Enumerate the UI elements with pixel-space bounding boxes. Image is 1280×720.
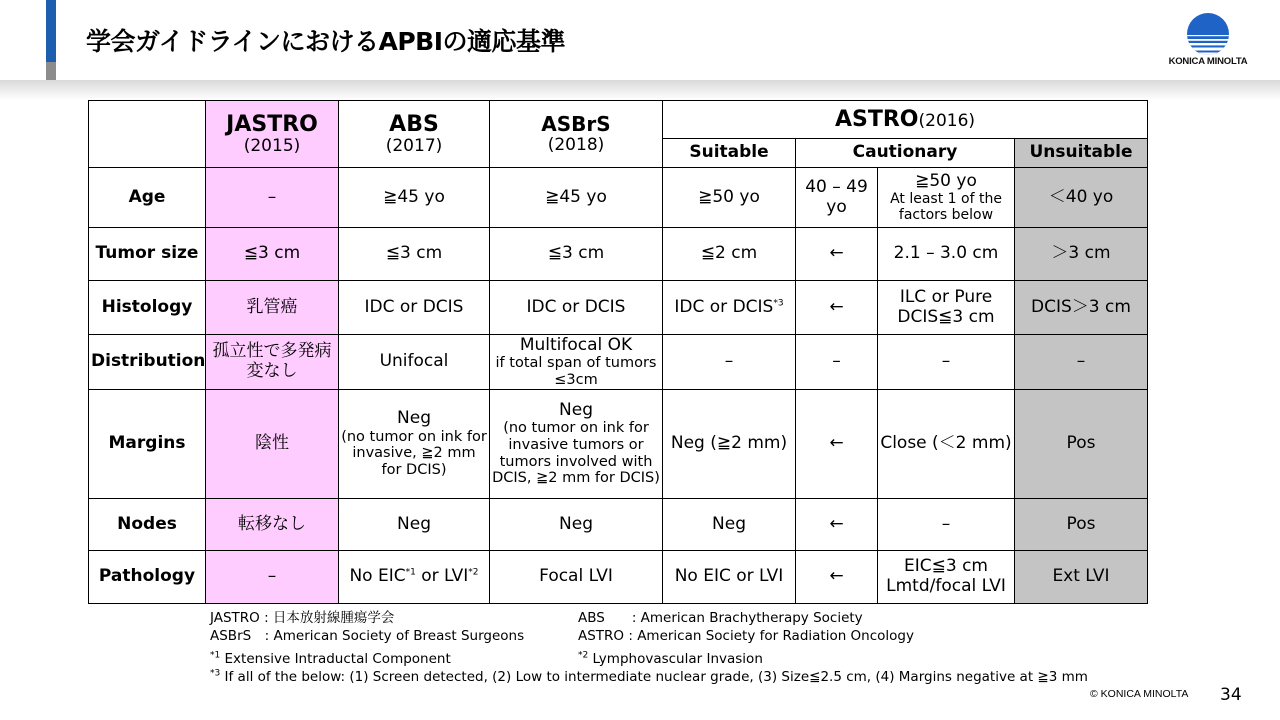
row-label: Pathology bbox=[89, 551, 206, 604]
header-abs bbox=[339, 101, 490, 168]
row-label: Age bbox=[89, 168, 206, 228]
table-row bbox=[89, 551, 1148, 604]
cell-main-text: ≧50 yo bbox=[915, 170, 977, 191]
cell-suitable: Neg (≧2 mm) bbox=[663, 390, 796, 499]
cell-jastro: 転移なし bbox=[206, 499, 339, 551]
cell-asbrs: Neg bbox=[490, 499, 663, 551]
cell-jastro: – bbox=[206, 168, 339, 228]
cell-cautionary-1: ← bbox=[796, 499, 878, 551]
footnote-mark: *1 bbox=[405, 567, 416, 578]
cell-suitable: – bbox=[663, 335, 796, 390]
cell-text: IDC or DCIS bbox=[674, 296, 774, 317]
row-label: Histology bbox=[89, 281, 206, 335]
cell-cautionary-1: ← bbox=[796, 281, 878, 335]
header-astro-name: ASTRO bbox=[834, 106, 919, 132]
accent-bar bbox=[46, 0, 56, 62]
cell-cautionary-1: – bbox=[796, 335, 878, 390]
cell-asbrs bbox=[490, 390, 663, 499]
cell-text: No EIC bbox=[349, 566, 406, 587]
row-label: Distribution bbox=[89, 335, 206, 390]
cell-sub-text: At least 1 of the factors below bbox=[890, 191, 1002, 224]
cell-abs: Unifocal bbox=[339, 335, 490, 390]
cell-cautionary-2: ILC or Pure DCIS≦3 cm bbox=[878, 281, 1015, 335]
cell-sub-text: (no tumor on ink for invasive, ≧2 mm for DCIS) bbox=[341, 428, 487, 479]
cell-cautionary-1: 40 – 49 yo bbox=[796, 168, 878, 228]
cell-jastro: 乳管癌 bbox=[206, 281, 339, 335]
footnote-jastro: JASTRO : 日本放射線腫瘍学会 bbox=[210, 610, 395, 626]
cell-unsuitable: – bbox=[1015, 335, 1148, 390]
cell-abs: IDC or DCIS bbox=[339, 281, 490, 335]
footnote-mark: *2 bbox=[468, 567, 479, 578]
cell-asbrs: ≦3 cm bbox=[490, 228, 663, 281]
cell-jastro: 孤立性で多発病変なし bbox=[206, 335, 339, 390]
cell-unsuitable: Pos bbox=[1015, 390, 1148, 499]
header-asbrs bbox=[490, 101, 663, 168]
footnote-mark: *3 bbox=[773, 298, 784, 309]
cell-suitable bbox=[663, 281, 796, 335]
cell-cautionary-2: EIC≦3 cm Lmtd/focal LVI bbox=[878, 551, 1015, 604]
cell-sub-text: (no tumor on ink for invasive tumors or tumors involved with DCIS, ≧2 mm for DCIS) bbox=[492, 420, 660, 487]
cell-text: or LVI bbox=[415, 566, 469, 587]
cell-suitable: ≦2 cm bbox=[663, 228, 796, 281]
cell-jastro: ≦3 cm bbox=[206, 228, 339, 281]
cell-asbrs: Focal LVI bbox=[490, 551, 663, 604]
cell-asbrs bbox=[490, 335, 663, 390]
header-row bbox=[89, 101, 1148, 139]
page-number: 34 bbox=[1220, 685, 1242, 705]
header-cautionary: Cautionary bbox=[796, 139, 1015, 168]
footnote-2 bbox=[578, 650, 763, 668]
cell-jastro: 陰性 bbox=[206, 390, 339, 499]
table-row bbox=[89, 499, 1148, 551]
cell-suitable: ≧50 yo bbox=[663, 168, 796, 228]
copyright: © KONICA MINOLTA bbox=[1090, 688, 1189, 700]
header-corner-cell bbox=[89, 101, 206, 168]
cell-cautionary-1: ← bbox=[796, 551, 878, 604]
footnote-mark: *1 bbox=[210, 650, 221, 661]
header-unsuitable: Unsuitable bbox=[1015, 139, 1148, 168]
cell-cautionary-2: – bbox=[878, 335, 1015, 390]
cell-asbrs: IDC or DCIS bbox=[490, 281, 663, 335]
cell-main-text: Multifocal OK bbox=[519, 334, 633, 355]
cell-cautionary-2 bbox=[878, 168, 1015, 228]
table-row bbox=[89, 335, 1148, 390]
cell-unsuitable: Ext LVI bbox=[1015, 551, 1148, 604]
cell-abs: Neg bbox=[339, 499, 490, 551]
header-jastro-name: JASTRO bbox=[226, 111, 318, 137]
cell-abs: ≧45 yo bbox=[339, 168, 490, 228]
accent-bar-gray bbox=[46, 62, 56, 80]
footnote-text: If all of the below: (1) Screen detected, (2) Low to intermediate nuclear grade, (3) Size≦2.5 cm, (4) Margins negative at ≧3 mm bbox=[220, 669, 1088, 685]
footnote-abs: ABS : American Brachytherapy Society bbox=[578, 610, 863, 626]
cell-jastro: – bbox=[206, 551, 339, 604]
table-row bbox=[89, 168, 1148, 228]
header-abs-name: ABS bbox=[389, 111, 439, 137]
cell-abs bbox=[339, 551, 490, 604]
footnote-text: Lymphovascular Invasion bbox=[588, 651, 763, 667]
apbi-criteria-table bbox=[88, 100, 1148, 604]
footnote-1 bbox=[210, 650, 451, 668]
header-abs-year: (2017) bbox=[385, 135, 443, 156]
row-label: Tumor size bbox=[89, 228, 206, 281]
slide-title: 学会ガイドラインにおけるAPBIの適応基準 bbox=[86, 27, 566, 56]
row-label: Margins bbox=[89, 390, 206, 499]
cell-suitable: Neg bbox=[663, 499, 796, 551]
header-suitable: Suitable bbox=[663, 139, 796, 168]
cell-asbrs: ≧45 yo bbox=[490, 168, 663, 228]
table-row bbox=[89, 281, 1148, 335]
header-asbrs-year: (2018) bbox=[547, 134, 605, 155]
cell-cautionary-1: ← bbox=[796, 390, 878, 499]
header-astro bbox=[663, 101, 1148, 139]
cell-cautionary-2: – bbox=[878, 499, 1015, 551]
cell-cautionary-2: Close (＜2 mm) bbox=[878, 390, 1015, 499]
cell-main-text: Neg bbox=[397, 408, 431, 429]
footnote-mark: *3 bbox=[210, 668, 221, 679]
cell-suitable: No EIC or LVI bbox=[663, 551, 796, 604]
table-row bbox=[89, 390, 1148, 499]
cell-sub-text: if total span of tumors ≤3cm bbox=[495, 355, 657, 388]
cell-abs: ≦3 cm bbox=[339, 228, 490, 281]
cell-unsuitable: Pos bbox=[1015, 499, 1148, 551]
footnote-asbrs: ASBrS : American Society of Breast Surgeons bbox=[210, 628, 525, 644]
cell-cautionary-1: ← bbox=[796, 228, 878, 281]
logo-text: KONICA MINOLTA bbox=[1168, 56, 1248, 67]
row-label: Nodes bbox=[89, 499, 206, 551]
header-astro-year: (2016) bbox=[918, 110, 976, 131]
cell-main-text: Neg bbox=[559, 399, 593, 420]
cell-cautionary-2: 2.1 – 3.0 cm bbox=[878, 228, 1015, 281]
footnote-astro: ASTRO : American Society for Radiation Oncology bbox=[578, 628, 914, 644]
header-jastro-year: (2015) bbox=[243, 135, 301, 156]
cell-unsuitable: DCIS＞3 cm bbox=[1015, 281, 1148, 335]
cell-unsuitable: ＞3 cm bbox=[1015, 228, 1148, 281]
header-asbrs-name: ASBrS bbox=[541, 111, 611, 136]
cell-abs bbox=[339, 390, 490, 499]
footnote-text: Extensive Intraductal Component bbox=[220, 651, 451, 667]
header-shade bbox=[0, 80, 1280, 100]
header-jastro bbox=[206, 101, 339, 168]
table-row bbox=[89, 228, 1148, 281]
footnote-mark: *2 bbox=[578, 650, 589, 661]
footnote-3 bbox=[210, 668, 1088, 686]
cell-unsuitable: ＜40 yo bbox=[1015, 168, 1148, 228]
